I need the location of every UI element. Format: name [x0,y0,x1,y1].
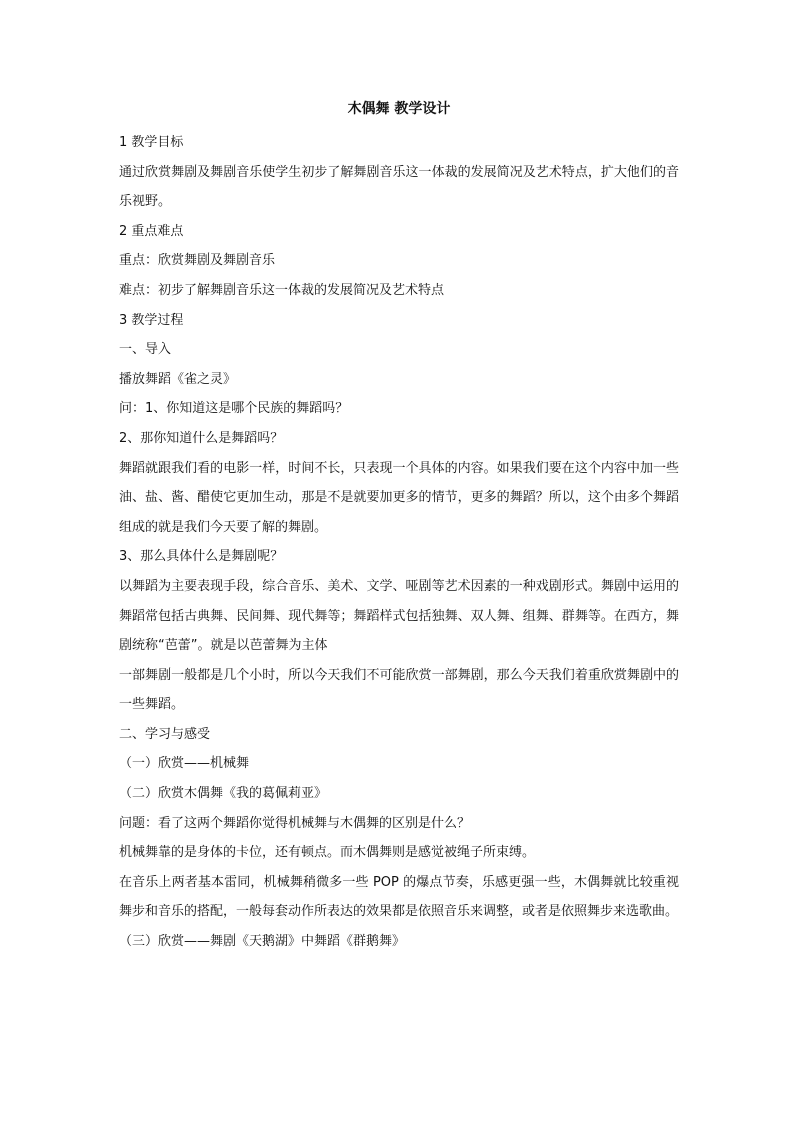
paragraph-appreciate-mechanical-dance: （一）欣赏——机械舞 [119,756,250,772]
paragraph-music-comparison: 在音乐上两者基本雷同，机械舞稍微多一些 POP 的爆点节奏，乐感更强一些，木偶舞就比较重视舞步和音乐的搭配，一般每套动作所表达的效果都是依照音乐来调整，或者是依照舞步来选歌曲。 [119,874,679,920]
section-heading-key-points: 2 重点难点 [119,223,184,239]
document-page [119,100,679,957]
paragraph-question-1: 问：1、你知道这是哪个民族的舞蹈吗？ [119,401,349,417]
paragraph-appreciate-puppet-dance: （二）欣赏木偶舞《我的葛佩莉亚》 [119,786,328,802]
document-title: 木偶舞 教学设计 [347,101,451,117]
paragraph-dance-drama-length: 一部舞剧一般都是几个小时，所以今天我们不可能欣赏一部舞剧，那么今天我们着重欣赏舞剧中的一些舞蹈。 [119,667,679,713]
paragraph-play-dance: 播放舞蹈《雀之灵》 [119,371,237,387]
paragraph-appreciate-swan-lake: （三）欣赏——舞剧《天鹅湖》中舞蹈《群鹅舞》 [119,934,406,950]
section-heading-objectives: 1 教学目标 [119,135,184,150]
paragraph-difficult-point: 难点：初步了解舞剧音乐这一体裁的发展简况及艺术特点 [119,282,445,298]
paragraph-question-3: 3、那么具体什么是舞剧呢？ [119,549,284,565]
paragraph-objectives: 通过欣赏舞剧及舞剧音乐使学生初步了解舞剧音乐这一体裁的发展简况及艺术特点，扩大他们的音乐视野。 [119,164,679,210]
section-heading-process: 3 教学过程 [119,312,184,328]
paragraph-difference-question: 问题：看了这两个舞蹈你觉得机械舞与木偶舞的区别是什么？ [119,815,471,831]
subheading-learn-and-feel: 二、学习与感受 [119,726,211,742]
paragraph-question-2: 2、那你知道什么是舞蹈吗？ [119,430,284,446]
paragraph-dance-drama-definition: 以舞蹈为主要表现手段，综合音乐、美术、文学、哑剧等艺术因素的一种戏剧形式。舞剧中运用的舞蹈常包括古典舞、民间舞、现代舞等；舞蹈样式包括独舞、双人舞、组舞、群舞等。在西方，舞剧统称“芭蕾”。就是以芭蕾舞为主体 [119,578,679,654]
subheading-introduction: 一、导入 [119,342,172,358]
paragraph-key-point: 重点：欣赏舞剧及舞剧音乐 [119,253,276,269]
paragraph-dance-explanation: 舞蹈就跟我们看的电影一样，时间不长，只表现一个具体的内容。如果我们要在这个内容中加一些油、盐、酱、醋使它更加生动，那是不是就要加更多的情节，更多的舞蹈？所以，这个由多个舞蹈组成的就是我们今天要了解的舞剧。 [119,460,679,535]
paragraph-mechanical-vs-puppet: 机械舞靠的是身体的卡位，还有顿点。而木偶舞则是感觉被绳子所束缚。 [119,845,536,861]
